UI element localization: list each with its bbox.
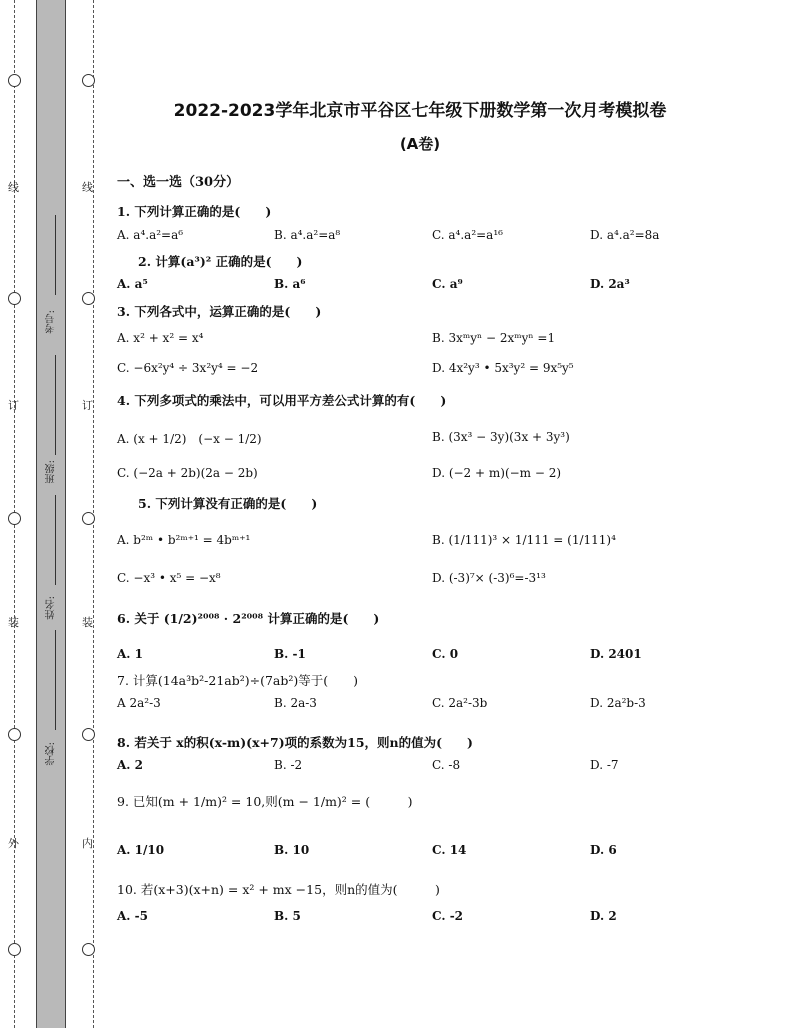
question-6-stem: 6. 关于 (1/2)²⁰⁰⁸ · 2²⁰⁰⁸ 计算正确的是( ) bbox=[117, 611, 380, 626]
binding-hole bbox=[82, 292, 95, 305]
question-8-option-a: A. 2 bbox=[117, 758, 144, 772]
question-3-stem: 3. 下列各式中，运算正确的是( ) bbox=[117, 304, 322, 319]
question-10-option-c: C. -2 bbox=[432, 909, 464, 923]
question-1-option-b: B. a⁴.a²=a⁸ bbox=[274, 228, 341, 242]
question-5-stem: 5. 下列计算没有正确的是( ) bbox=[138, 496, 318, 511]
question-2-option-a: A. a⁵ bbox=[117, 277, 148, 291]
question-8-option-b: B. -2 bbox=[274, 758, 303, 772]
question-4-option-b: B. (3x³ − 3y)(3x + 3y³) bbox=[432, 430, 570, 444]
question-1-option-a: A. a⁴.a²=a⁶ bbox=[117, 228, 184, 242]
binding-hole bbox=[8, 943, 21, 956]
binding-hole bbox=[82, 728, 95, 741]
section-heading: 一、选一选（30分） bbox=[117, 175, 240, 190]
question-3-option-b: B. 3xᵐyⁿ − 2xᵐyⁿ =1 bbox=[432, 331, 556, 345]
question-10-option-b: B. 5 bbox=[274, 909, 301, 923]
question-7-option-d: D. 2a²b-3 bbox=[590, 696, 646, 710]
binding-hole bbox=[82, 943, 95, 956]
margin-mark-ding: 订 bbox=[8, 399, 19, 412]
question-10-option-d: D. 2 bbox=[590, 909, 617, 923]
question-6-option-c: C. 0 bbox=[432, 647, 459, 661]
question-5-option-c: C. −x³ • x⁵ = −x⁸ bbox=[117, 571, 221, 585]
question-7-option-b: B. 2a-3 bbox=[274, 696, 317, 710]
question-4-option-d: D. (−2 + m)(−m − 2) bbox=[432, 466, 562, 480]
page-title: 2022-2023学年北京市平谷区七年级下册数学第一次月考模拟卷 bbox=[173, 101, 667, 121]
question-1-option-d: D. a⁴.a²=8a bbox=[590, 228, 660, 242]
field-label-exam-number: 考号: bbox=[46, 310, 57, 334]
margin-mark-wai: 外 bbox=[8, 837, 19, 850]
field-line bbox=[55, 355, 56, 455]
question-9-stem: 9. 已知(m + 1/m)² = 10,则(m − 1/m)² = ( ) bbox=[117, 794, 413, 809]
question-2-option-d: D. 2a³ bbox=[590, 277, 630, 291]
question-5-option-b: B. (1/111)³ × 1/111 = (1/111)⁴ bbox=[432, 533, 616, 547]
question-2-option-c: C. a⁹ bbox=[432, 277, 463, 291]
question-7-option-a: A 2a²-3 bbox=[117, 696, 161, 710]
question-8-option-d: D. -7 bbox=[590, 758, 619, 772]
margin-mark-xian: 线 bbox=[8, 181, 19, 194]
binding-hole bbox=[8, 292, 21, 305]
question-6-option-b: B. -1 bbox=[274, 647, 306, 661]
binding-gutter bbox=[36, 0, 66, 1028]
question-10-option-a: A. -5 bbox=[117, 909, 148, 923]
question-3-option-d: D. 4x²y³ • 5x³y² = 9x⁵y⁵ bbox=[432, 361, 574, 375]
question-8-option-c: C. -8 bbox=[432, 758, 461, 772]
question-8-stem: 8. 若关于 x的积(x-m)(x+7)项的系数为15，则n的值为( ) bbox=[117, 735, 473, 750]
question-10-stem: 10. 若(x+3)(x+n) = x² + mx −15，则n的值为( ) bbox=[117, 882, 440, 897]
binding-hole bbox=[82, 74, 95, 87]
question-4-option-c: C. (−2a + 2b)(2a − 2b) bbox=[117, 466, 258, 480]
margin-mark-zhuang: 装 bbox=[8, 616, 19, 629]
field-line bbox=[55, 215, 56, 295]
question-5-option-d: D. (-3)⁷× (-3)⁶=-3¹³ bbox=[432, 571, 546, 585]
binding-hole bbox=[8, 728, 21, 741]
field-line bbox=[55, 630, 56, 730]
question-3-option-a: A. x² + x² = x⁴ bbox=[117, 331, 204, 345]
question-5-option-a: A. b²ᵐ • b²ᵐ⁺¹ = 4bᵐ⁺¹ bbox=[117, 533, 251, 547]
field-label-school: 学校: bbox=[46, 742, 57, 766]
question-2-stem: 2. 计算(a³)² 正确的是( ) bbox=[138, 254, 303, 269]
question-9-option-b: B. 10 bbox=[274, 843, 310, 857]
question-9-option-a: A. 1/10 bbox=[117, 843, 165, 857]
question-9-option-c: C. 14 bbox=[432, 843, 467, 857]
question-1-stem: 1. 下列计算正确的是( ) bbox=[117, 204, 272, 219]
question-9-option-d: D. 6 bbox=[590, 843, 617, 857]
field-label-class: 班级: bbox=[46, 460, 57, 484]
margin-mark-zhuang-inner: 装 bbox=[82, 616, 93, 629]
question-4-option-a: A. (x + 1/2) (−x − 1/2) bbox=[117, 432, 262, 446]
question-2-option-b: B. a⁶ bbox=[274, 277, 306, 291]
page-subtitle: (A卷) bbox=[399, 135, 441, 153]
binding-hole bbox=[8, 74, 21, 87]
field-label-name: 姓名: bbox=[46, 596, 57, 620]
question-6-option-a: A. 1 bbox=[117, 647, 144, 661]
question-4-stem: 4. 下列多项式的乘法中，可以用平方差公式计算的有( ) bbox=[117, 393, 447, 408]
margin-mark-xian-inner: 线 bbox=[82, 181, 93, 194]
binding-hole bbox=[8, 512, 21, 525]
binding-hole bbox=[82, 512, 95, 525]
field-line bbox=[55, 495, 56, 585]
question-3-option-c: C. −6x²y⁴ ÷ 3x²y⁴ = −2 bbox=[117, 361, 259, 375]
question-6-option-d: D. 2401 bbox=[590, 647, 642, 661]
question-7-option-c: C. 2a²-3b bbox=[432, 696, 488, 710]
margin-mark-ding-inner: 订 bbox=[82, 399, 93, 412]
question-1-option-c: C. a⁴.a²=a¹⁶ bbox=[432, 228, 503, 242]
margin-mark-nei: 内 bbox=[82, 837, 93, 850]
question-7-stem: 7. 计算(14a³b²-21ab²)÷(7ab²)等于( ) bbox=[117, 673, 359, 688]
